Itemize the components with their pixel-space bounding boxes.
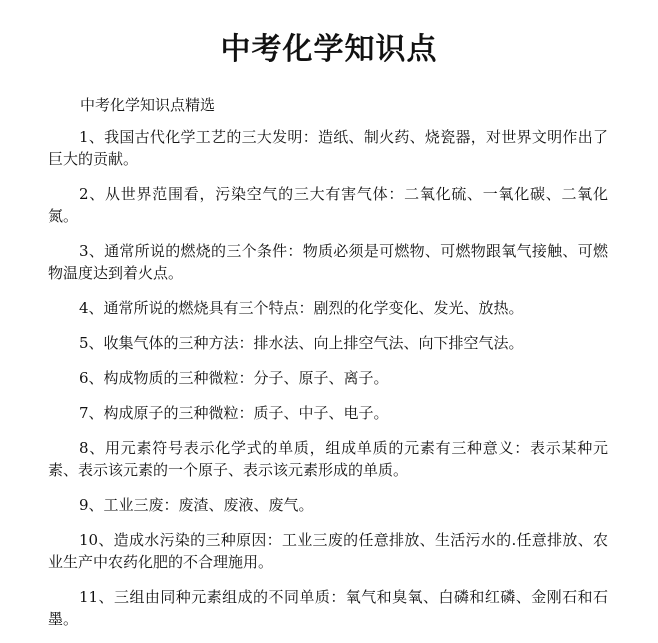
knowledge-point-item: 8、用元素符号表示化学式的单质，组成单质的元素有三种意义：表示某种元素、表示该元素的一个原子、表示该元素形成的单质。: [48, 439, 608, 479]
page-title: 中考化学知识点: [220, 32, 438, 67]
knowledge-point-list: [48, 126, 608, 643]
document-subtitle: 中考化学知识点精选: [80, 96, 216, 114]
knowledge-point-item: 4、通常所说的燃烧具有三个特点：剧烈的化学变化、发光、放热。: [79, 299, 524, 317]
knowledge-point-item: 1、我国古代化学工艺的三大发明：造纸、制火药、烧瓷器，对世界文明作出了巨大的贡献。: [48, 128, 608, 168]
knowledge-point-item: 10、造成水污染的三种原因：工业三废的任意排放、生活污水的.任意排放、农业生产中农药化肥的不合理施用。: [48, 531, 608, 571]
knowledge-point-item: 2、从世界范围看，污染空气的三大有害气体：二氧化硫、一氧化碳、二氧化氮。: [48, 185, 608, 225]
knowledge-point-item: 6、构成物质的三种微粒：分子、原子、离子。: [79, 369, 389, 387]
knowledge-point-item: 9、工业三废：废渣、废液、废气。: [79, 496, 314, 514]
knowledge-point-item: 11、三组由同种元素组成的不同单质：氧气和臭氧、白磷和红磷、金刚石和石墨。: [48, 588, 608, 628]
knowledge-point-item: 7、构成原子的三种微粒：质子、中子、电子。: [79, 404, 389, 422]
knowledge-point-item: 3、通常所说的燃烧的三个条件：物质必须是可燃物、可燃物跟氧气接触、可燃物温度达到着火点。: [48, 242, 608, 282]
knowledge-point-item: 5、收集气体的三种方法：排水法、向上排空气法、向下排空气法。: [79, 334, 524, 352]
